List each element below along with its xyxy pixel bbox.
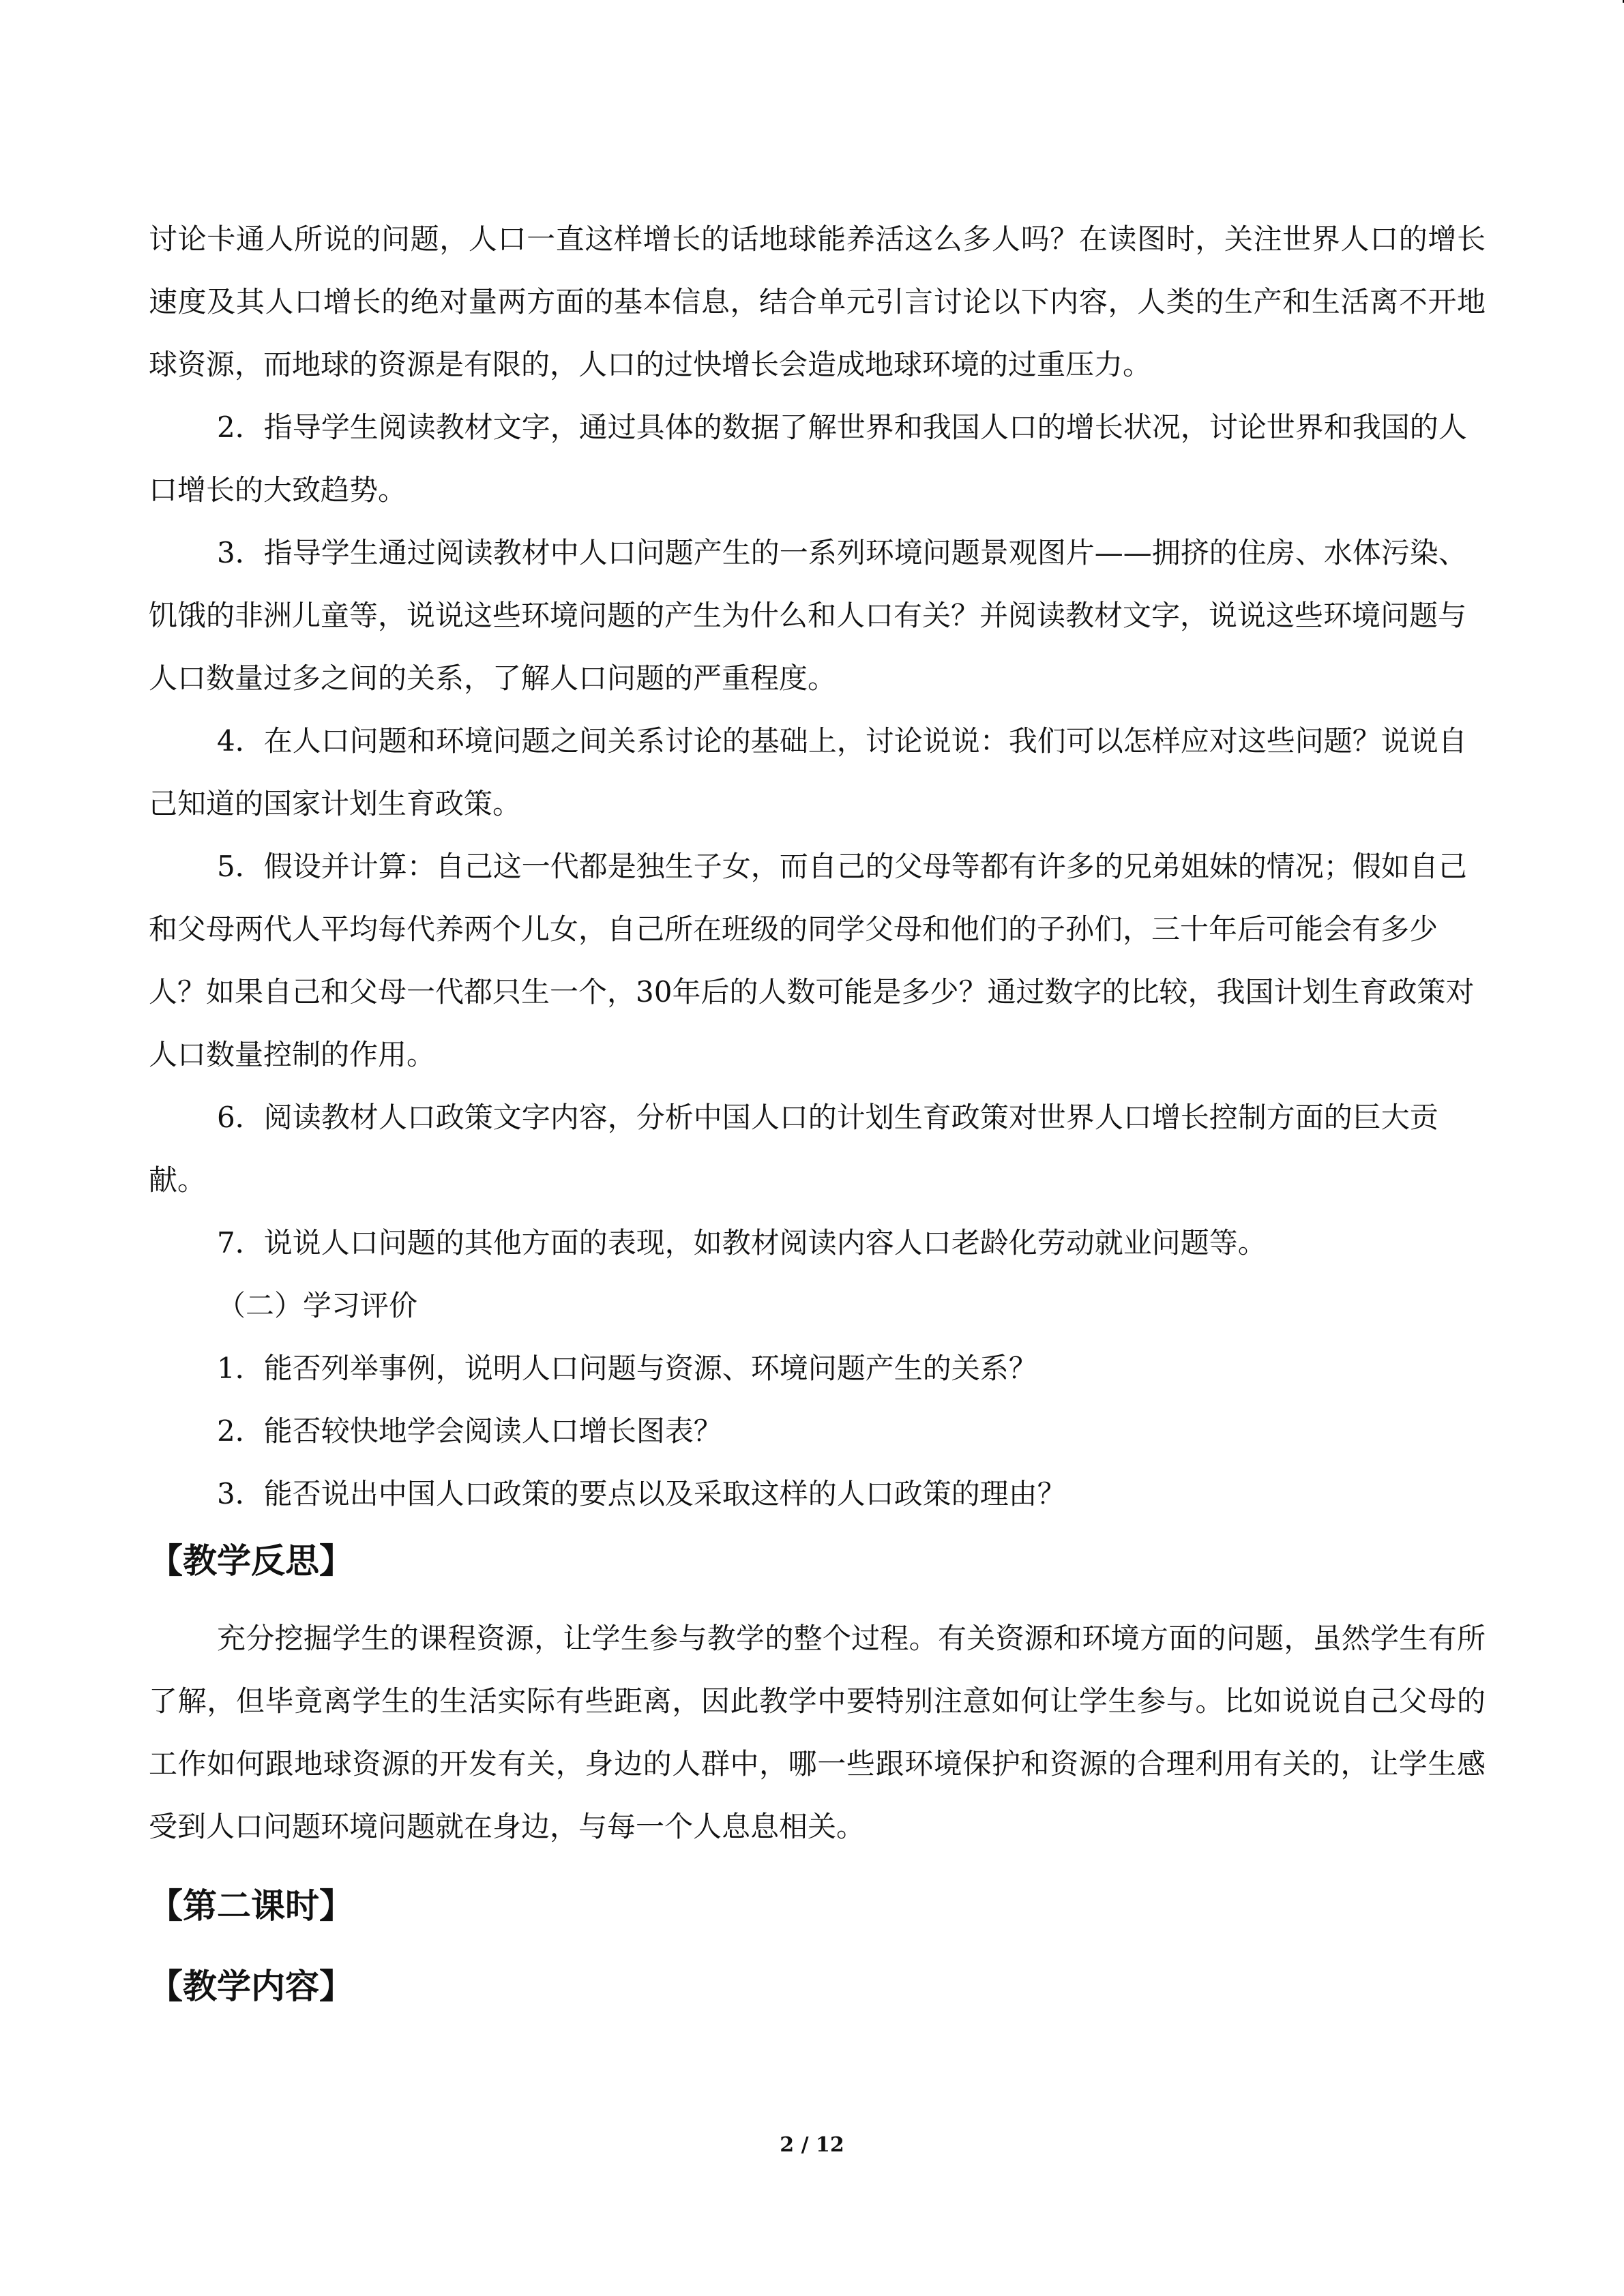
list-item: 6．阅读教材人口政策文字内容，分析中国人口的计划生育政策对世界人口增长控制方面的巨大贡献。 (149, 1101, 1438, 1197)
teaching-content-heading: 【教学内容】 (149, 1967, 353, 2006)
evaluation-item: 3．能否说出中国人口政策的要点以及采取这样的人口政策的理由？ (217, 1477, 1066, 1510)
evaluation-heading: （二）学习评价 (217, 1289, 418, 1322)
evaluation-item: 2．能否较快地学会阅读人口增长图表？ (217, 1414, 722, 1448)
list-item: 4．在人口问题和环境问题之间关系讨论的基础上，讨论说说：我们可以怎样应对这些问题？说说自己知道的国家计划生育政策。 (149, 724, 1467, 820)
evaluation-item: 1．能否列举事例，说明人口问题与资源、环境问题产生的关系？ (217, 1352, 1037, 1385)
list-item: 2．指导学生阅读教材文字，通过具体的数据了解世界和我国人口的增长状况，讨论世界和我国的人口增长的大致趋势。 (149, 411, 1467, 507)
reflection-paragraph: 充分挖掘学生的课程资源，让学生参与教学的整个过程。有关资源和环境方面的问题，虽然学生有所了解，但毕竟离学生的生活实际有些距离，因此教学中要特别注意如何让学生参与。比如说说自己父母的工作如何跟地球资源的开发有关，身边的人群中，哪一些跟环境保护和资源的合理利用有关的，让学生感受到人口问题环境问题就在身边，与每一个人息息相关。 (149, 1622, 1486, 1843)
page-content (149, 208, 1486, 2007)
reflection-heading: 【教学反思】 (149, 1541, 353, 1581)
list-item: 3．指导学生通过阅读教材中人口问题产生的一系列环境问题景观图片——拥挤的住房、水体污染、饥饿的非洲儿童等，说说这些环境问题的产生为什么和人口有关？并阅读教材文字，说说这些环境问题与人口数量过多之间的关系，了解人口问题的严重程度。 (149, 536, 1467, 695)
second-lesson-heading: 【第二课时】 (149, 1886, 353, 1926)
intro-paragraph: 讨论卡通人所说的问题，人口一直这样增长的话地球能养活这么多人吗？在读图时，关注世界人口的增长速度及其人口增长的绝对量两方面的基本信息，结合单元引言讨论以下内容，人类的生产和生活离不开地球资源，而地球的资源是有限的，人口的过快增长会造成地球环境的过重压力。 (149, 222, 1486, 381)
page-number: 2 / 12 (780, 2133, 844, 2157)
list-item: 7．说说人口问题的其他方面的表现，如教材阅读内容人口老龄化劳动就业问题等。 (217, 1226, 1267, 1259)
list-item: 5．假设并计算：自己这一代都是独生子女，而自己的父母等都有许多的兄弟姐妹的情况；假如自己和父母两代人平均每代养两个儿女，自己所在班级的同学父母和他们的子孙们，三十年后可能会有多少人？如果自己和父母一代都只生一个，30年后的人数可能是多少？通过数字的比较，我国计划生育政策对人口数量控制的作用。 (149, 850, 1475, 1071)
